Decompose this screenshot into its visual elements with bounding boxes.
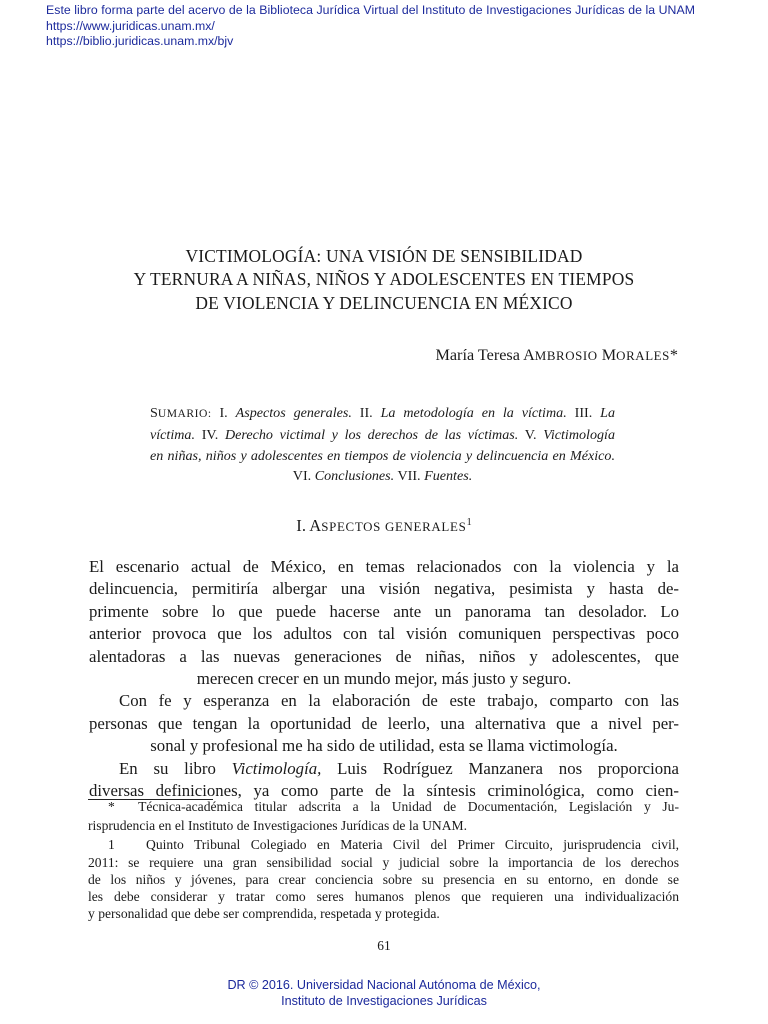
- footnote-line: [88, 797, 679, 816]
- body-line: delincuencia, permitiría albergar una visión negativa, pesimista y hasta de-: [89, 579, 679, 599]
- body-line: merecen crecer en un mundo mejor, más justo y seguro.: [196, 669, 572, 689]
- summary-line: [150, 425, 615, 446]
- summary-item-number: I.: [219, 405, 228, 421]
- section-heading: [0, 516, 768, 536]
- summary-item-text: Victimología: [543, 426, 616, 443]
- summary-item-number: IV.: [201, 426, 219, 443]
- body-line: Con fe y esperanza en la elaboración de este trabajo, comparto con las: [119, 691, 679, 711]
- footnote-line: risprudencia en el Instituto de Investigaciones Jurídicas de la UNAM.: [88, 818, 468, 834]
- body-line: primente sobre lo que puede hacerse ante un panorama tan desolador. Lo: [89, 601, 679, 621]
- repository-header: [46, 3, 761, 50]
- summary-label-initial: S: [150, 405, 158, 421]
- title-line: DE VIOLENCIA Y DELINCUENCIA EN MÉXICO: [195, 292, 573, 313]
- footnote-marker: 1: [108, 837, 115, 853]
- author-surname1-rest: MBROSIO: [534, 349, 598, 363]
- summary-item-text: Fuentes.: [424, 468, 473, 485]
- body-line: anterior provoca que los adultos con tal visión comuniquen perspectivas poco: [89, 624, 679, 644]
- bjv-link[interactable]: https://biblio.juridicas.unam.mx/bjv: [46, 34, 234, 49]
- body-line: alentadoras a las nuevas generaciones de niñas, niños y adolescentes, que: [89, 646, 679, 666]
- author-surname2-rest: ORALES: [616, 349, 670, 363]
- summary-item-text: víctima.: [150, 426, 196, 443]
- footnote-line: 2011: se requiere una gran sensibilidad social y judicial sobre la importancia de los derechos: [88, 855, 679, 871]
- repository-notice: Este libro forma parte del acervo de la Biblioteca Jurídica Virtual del Instituto de Investigaciones Jurídicas de la UNAM: [46, 3, 695, 17]
- footnote-text: Técnica-académica titular adscrita a la Unidad de Documentación, Legislación y Ju-: [138, 799, 679, 814]
- footnote-marker: *: [108, 799, 115, 814]
- summary-item-text: Derecho victimal y los derechos de las víctimas.: [224, 426, 519, 443]
- body-line: personas que tengan la oportunidad de leerlo, una alternativa que a nivel per-: [89, 713, 679, 733]
- copyright-footer: [0, 978, 768, 1009]
- juridicas-link[interactable]: https://www.juridicas.unam.mx/: [46, 18, 215, 33]
- author-given-name: María Teresa: [435, 346, 520, 364]
- summary-item-text: La: [600, 405, 616, 421]
- copyright-line: DR © 2016. Universidad Nacional Autónoma de México,: [227, 978, 541, 992]
- body-line: sonal y profesional me ha sido de utilidad, esta se llama victimología.: [150, 736, 618, 756]
- body-line: El escenario actual de México, en temas relacionados con la violencia y la: [89, 557, 679, 576]
- summary-item-text: Conclusiones.: [314, 468, 395, 485]
- summary-item-number: V.: [524, 426, 537, 443]
- section-title-initial: A: [309, 516, 322, 535]
- author-footnote-marker: *: [669, 346, 678, 364]
- footnote-line: y personalidad que debe ser comprendida, respetada y protegida.: [88, 906, 440, 922]
- institute-line: Instituto de Investigaciones Jurídicas: [281, 993, 487, 1008]
- footnote-line: de los niños y jóvenes, para crear conciencia sobre su presencia en su entorno, en donde se: [88, 872, 679, 888]
- author-name: [435, 346, 678, 365]
- summary-item-text: en niñas, niños y adolescentes en tiempos de violencia y delincuencia en México.: [150, 447, 615, 464]
- title-line: VICTIMOLOGÍA: UNA VISIÓN DE SENSIBILIDAD: [185, 246, 583, 266]
- summary-label-rest: UMARIO:: [157, 407, 212, 420]
- summary: [150, 403, 615, 487]
- summary-item-number: III.: [574, 405, 593, 421]
- footnote-ref: 1: [466, 517, 472, 528]
- summary-item-number: II.: [359, 405, 373, 421]
- body-line: diversas definiciones, ya como parte de la síntesis criminológica, como cien-: [89, 781, 679, 801]
- footnote-line: les debe considerar y tratar como seres humanos plenos que requieren una individualización: [88, 889, 679, 905]
- body-text-run: En su libro: [119, 758, 216, 778]
- footnotes: [88, 797, 679, 922]
- footnote-text: Quinto Tribunal Colegiado en Materia Civil del Primer Circuito, jurisprudencia civil,: [146, 837, 679, 853]
- page-number: 61: [377, 938, 391, 953]
- body-text-run: Luis Rodríguez Manzanera nos proporciona: [337, 758, 679, 778]
- summary-line: [150, 403, 615, 425]
- footnote-line: [88, 835, 679, 854]
- body-text: [89, 556, 679, 802]
- summary-item-number: VII.: [397, 468, 421, 485]
- section-number: I.: [296, 516, 306, 535]
- title-line: Y TERNURA A NIÑAS, NIÑOS Y ADOLESCENTES EN TIEMPOS: [133, 269, 635, 290]
- article-title: [60, 245, 708, 315]
- author-surname1-initial: A: [523, 346, 535, 364]
- author-surname2-initial: M: [601, 346, 617, 364]
- summary-item-text: La metodología en la víctima.: [380, 405, 567, 421]
- summary-line: [150, 466, 615, 487]
- summary-item-number: VI.: [292, 468, 312, 485]
- book-title: Victimología,: [231, 758, 322, 778]
- summary-line: [150, 446, 615, 467]
- summary-item-text: Aspectos generales.: [235, 405, 352, 421]
- body-line: [89, 758, 679, 780]
- section-title-rest: SPECTOS GENERALES: [321, 520, 467, 534]
